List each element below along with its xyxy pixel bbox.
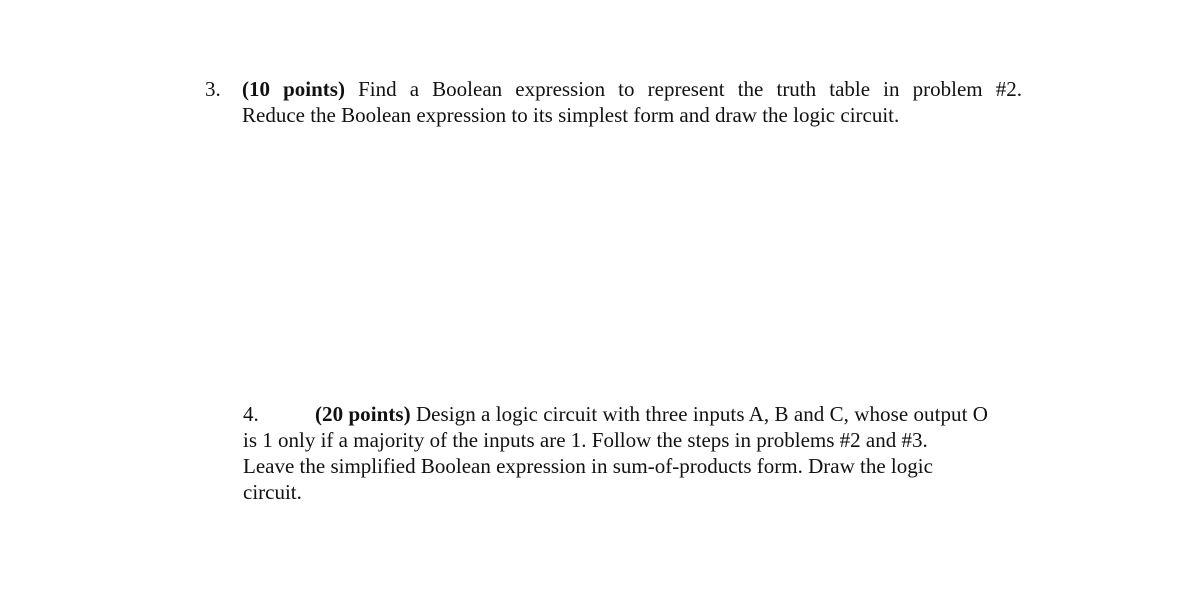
problem-4-line-1-text: Design a logic circuit with three inputs A, B and C, whose output O bbox=[410, 402, 988, 426]
problem-4 bbox=[243, 401, 1043, 505]
problem-3-text bbox=[242, 76, 1035, 128]
problem-3-line-1-text: Find a Boolean expression to represent the truth table in problem #2. bbox=[344, 77, 1022, 101]
problem-3-line-1 bbox=[242, 76, 1022, 102]
problem-3 bbox=[205, 76, 1035, 128]
problem-3-points: (10 points) bbox=[242, 77, 345, 101]
problem-4-number: 4. bbox=[243, 402, 259, 426]
problem-4-line-3: Leave the simplified Boolean expression in sum-of-products form. Draw the logic bbox=[243, 454, 933, 478]
problem-4-line-2: is 1 only if a majority of the inputs are 1. Follow the steps in problems #2 and #3. bbox=[243, 428, 928, 452]
problem-4-line-4: circuit. bbox=[243, 480, 302, 504]
problem-4-points: (20 points) bbox=[315, 402, 411, 426]
problem-3-number: 3. bbox=[205, 77, 221, 101]
problem-4-line-1 bbox=[243, 401, 1043, 427]
problem-3-line-2: Reduce the Boolean expression to its simplest form and draw the logic circuit. bbox=[242, 103, 900, 127]
